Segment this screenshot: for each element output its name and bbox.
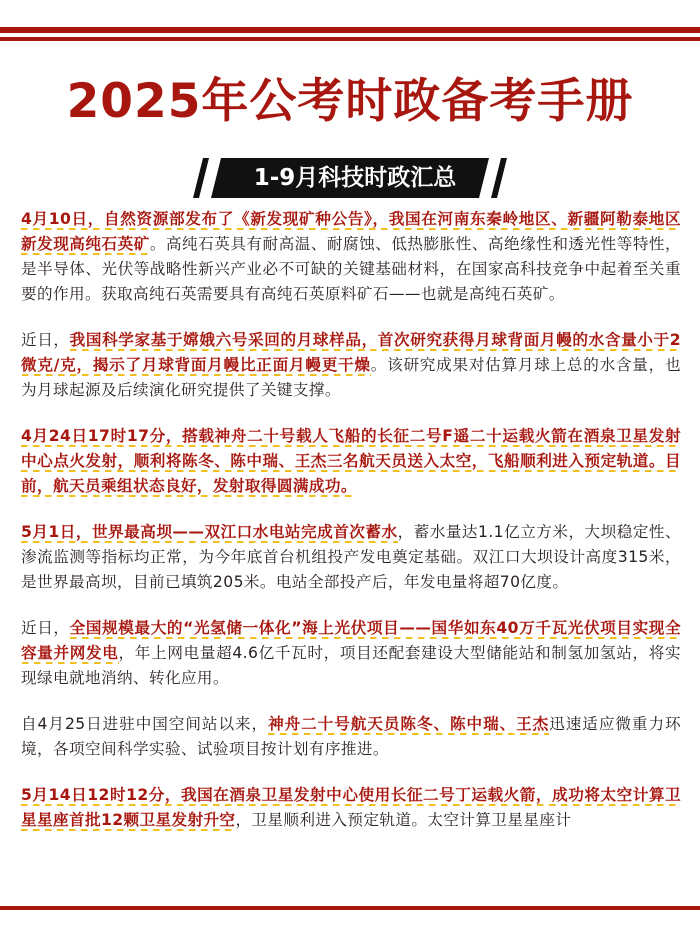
news-item: [21, 328, 681, 403]
body-text: 近日，: [21, 331, 70, 349]
news-item: [21, 783, 681, 833]
body-text: 。该研究成果对估算月球上总的水含量，也为月球起源及后续演化研究提供了关键支撑。: [21, 356, 681, 399]
highlight-text: 我国科学家基于嫦娥六号采回的月球样品，首次研究获得月球背面月幔的水含量小于2微克/克，揭示了月球背面月幔比正面月幔更干燥: [21, 331, 681, 374]
body-text: ，卫星顺利进入预定轨道。太空计算卫星星座计: [235, 811, 572, 829]
body-text: ，蓄水量达1.1亿立方米，大坝稳定性、渗流监测等指标均正常，为今年底首台机组投产发电奠定基础。双江口大坝设计高度315米，是世界最高坝，目前已填筑205米。电站全部投产后，年发电量将超70亿度。: [21, 523, 681, 591]
top-stripe-thin: [0, 37, 700, 41]
highlight-text: 5月1日，世界最高坝——双江口水电站完成首次蓄水: [21, 523, 398, 541]
top-stripe-thick: [0, 27, 700, 33]
news-item: [21, 616, 681, 691]
body-text: 自4月25日进驻中国空间站以来，: [21, 715, 269, 733]
body-text: 近日，: [21, 619, 70, 637]
highlight-text: 神舟二十号航天员陈冬、陈中瑞、王杰: [268, 715, 550, 733]
news-item: [21, 207, 681, 307]
body-text: ，年上网电量超4.6亿千瓦时，项目还配套建设大型储能站和制氢加氢站，将实现绿电就地消纳、转化应用。: [21, 644, 682, 687]
highlight-text: 4月24日17时17分，搭载神舟二十号载人飞船的长征二号F遥二十运载火箭在酒泉卫星发射中心点火发射，顺利将陈冬、陈中瑞、王杰三名航天员送入太空，飞船顺利进入预定轨道。目前，航天员乘组状态良好，发射取得圆满成功。: [21, 427, 681, 495]
page-title: 2025年公考时政备考手册: [66, 74, 634, 129]
body-text: 迅速适应微重力环境，各项空间科学实验、试验项目按计划有序推进。: [21, 715, 681, 758]
news-item: [21, 712, 681, 762]
news-item: [21, 520, 681, 595]
highlight-text: 4月10日，自然资源部发布了《新发现矿种公告》，我国在河南东秦岭地区、新疆阿勒泰地区新发现高纯石英矿: [21, 210, 681, 253]
body-text: 。高纯石英具有耐高温、耐腐蚀、低热膨胀性、高绝缘性和透光性等特性，是半导体、光伏等战略性新兴产业必不可缺的关键基础材料，在国家高科技竞争中起着至关重要的作用。获取高纯石英需要具有高纯石英原料矿石——也就是高纯石英矿。: [21, 235, 682, 303]
bottom-stripe: [0, 906, 700, 910]
banner-slash-left: [193, 158, 209, 198]
news-item: [21, 424, 681, 499]
banner-slash-right: [491, 158, 507, 198]
highlight-text: 5月14日12时12分，我国在酒泉卫星发射中心使用长征二号丁运载火箭，成功将太空计算卫星星座首批12颗卫星发射升空: [21, 786, 681, 829]
news-list: [21, 207, 681, 854]
section-title: 1-9月科技时政汇总: [253, 165, 457, 191]
section-banner: [194, 158, 506, 198]
highlight-text: 全国规模最大的“光氢储一体化”海上光伏项目——国华如东40万千瓦光伏项目实现全容量并网发电: [21, 619, 681, 662]
